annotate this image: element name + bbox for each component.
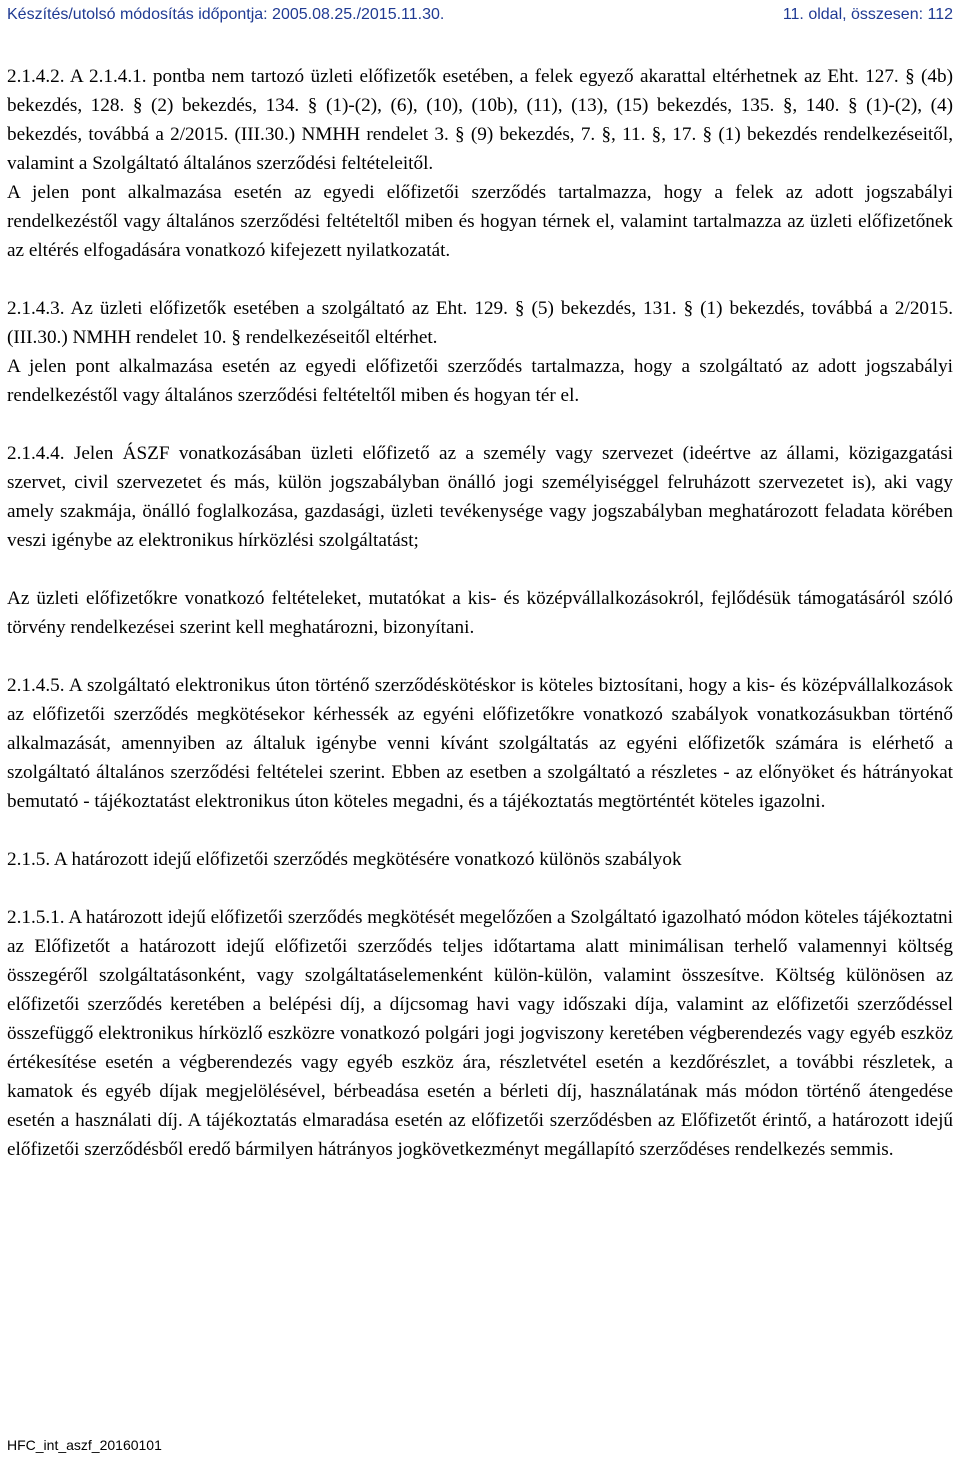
paragraph-2-1-4-4-note: Az üzleti előfizetőkre vonatkozó feltételeket, mutatókat a kis- és középvállalkozásokról, fejlődésük támogatásáról szóló törvény rendelkezései szerint kell meghatározni, bizonyítani. (7, 588, 953, 638)
document-body (7, 62, 953, 1164)
paragraph-2-1-4-3-note: A jelen pont alkalmazása esetén az egyedi előfizetői szerződés tartalmazza, hogy a szolgáltató az adott jogszabályi rendelkezéstől vagy általános szerződési feltételtől miben és hogyan tér el. (7, 356, 953, 406)
paragraph-2-1-4-4: 2.1.4.4. Jelen ÁSZF vonatkozásában üzleti előfizető az a személy vagy szervezet (ideértve az állami, közigazgatási szervet, civil szervezetet és más, külön jogszabályban önálló jogi személyiséggel felruházott szervezetet is), aki vagy amely szakmája, önálló foglalkozása, gazdasági, üzleti tevékenysége vagy jogszabályban meghatározott feladata körében veszi igénybe az elektronikus hírközlési szolgáltatást; (7, 443, 953, 551)
paragraph-2-1-4-3: 2.1.4.3. Az üzleti előfizetők esetében a szolgáltató az Eht. 129. § (5) bekezdés, 131. § (1) bekezdés, továbbá a 2/2015. (III.30.) NMHH rendelet 10. § rendelkezéseitől eltérhet. (7, 298, 953, 348)
paragraph-2-1-5-1: 2.1.5.1. A határozott idejű előfizetői szerződés megkötését megelőzően a Szolgáltató igazolható módon köteles tájékoztatni az Előfizetőt a határozott idejű előfizetői szerződés teljes időtartama alatt minimálisan terhelő valamennyi költség összegéről szolgáltatásonként, vagy szolgáltatáselemenként külön-külön, valamint összesítve. Költség különösen az előfizetői szerződés keretében a belépési díj, a díjcsomag havi vagy időszaki díja, valamint az előfizetői szerződéssel összefüggő elektronikus hírközlő eszközre vonatkozó polgári jogi jogviszony keretében végberendezés vagy egyéb eszköz értékesítése esetén a végberendezés vagy egyéb eszköz ára, részletvétel esetén a kezdőrészlet, a további részletek, a kamatok és egyéb díjak megjelölésével, bérbeadása esetén a bérleti díj, használatának más módon történő átengedése esetén a használati díj. A tájékoztatás elmaradása esetén az előfizetői szerződésben az Előfizetőt érintő, a határozott idejű előfizetői szerződésből eredő bármilyen hátrányos jogkövetkezményt megállapító szerződéses rendelkezés semmis. (7, 907, 953, 1160)
paragraph-2-1-4-2-note: A jelen pont alkalmazása esetén az egyedi előfizetői szerződés tartalmazza, hogy a felek az adott jogszabályi rendelkezéstől vagy általános szerződési feltételtől miben és hogyan térnek el, valamint tartalmazza az üzleti előfizetőnek az eltérés elfogadására vonatkozó kifejezett nyilatkozatát. (7, 182, 953, 261)
header-page-count: 11. oldal, összesen: 112 (782, 6, 953, 23)
page-header (7, 6, 953, 28)
header-timestamp: Készítés/utolsó módosítás időpontja: 2005.08.25./2015.11.30. (7, 6, 445, 23)
paragraph-2-1-4-2: 2.1.4.2. A 2.1.4.1. pontba nem tartozó üzleti előfizetők esetében, a felek egyező akarattal eltérhetnek az Eht. 127. § (4b) bekezdés, 128. § (2) bekezdés, 134. § (1)-(2), (6), (10), (10b), (11), (13), (15) bekezdés, 135. §, 140. § (1)-(2), (4) bekezdés, továbbá a 2/2015. (III.30.) NMHH rendelet 3. § (9) bekezdés, 7. §, 11. §, 17. § (1) bekezdés rendelkezéseitől, valamint a Szolgáltató általános szerződési feltételeitől. (7, 66, 953, 174)
section-heading-2-1-5: 2.1.5. A határozott idejű előfizetői szerződés megkötésére vonatkozó különös szabályok (7, 849, 682, 870)
paragraph-2-1-4-5: 2.1.4.5. A szolgáltató elektronikus úton történő szerződéskötéskor is köteles biztosítani, hogy a kis- és középvállalkozások az előfizetői szerződés megkötésekor kérhessék az egyéni előfizetőkre vonatkozó szabályok vonatkozásukban történő alkalmazását, amennyiben az általuk igénybe venni kívánt szolgáltatás az egyéni előfizetők számára is elérhető a szolgáltató általános szerződési feltételei szerint. Ebben az esetben a szolgáltató a részletes - az előnyöket és hátrányokat bemutató - tájékoztatást elektronikus úton köteles megadni, és a tájékoztatás megtörténtét köteles igazolni. (7, 675, 953, 812)
page-footer: HFC_int_aszf_20160101 (7, 1437, 162, 1453)
